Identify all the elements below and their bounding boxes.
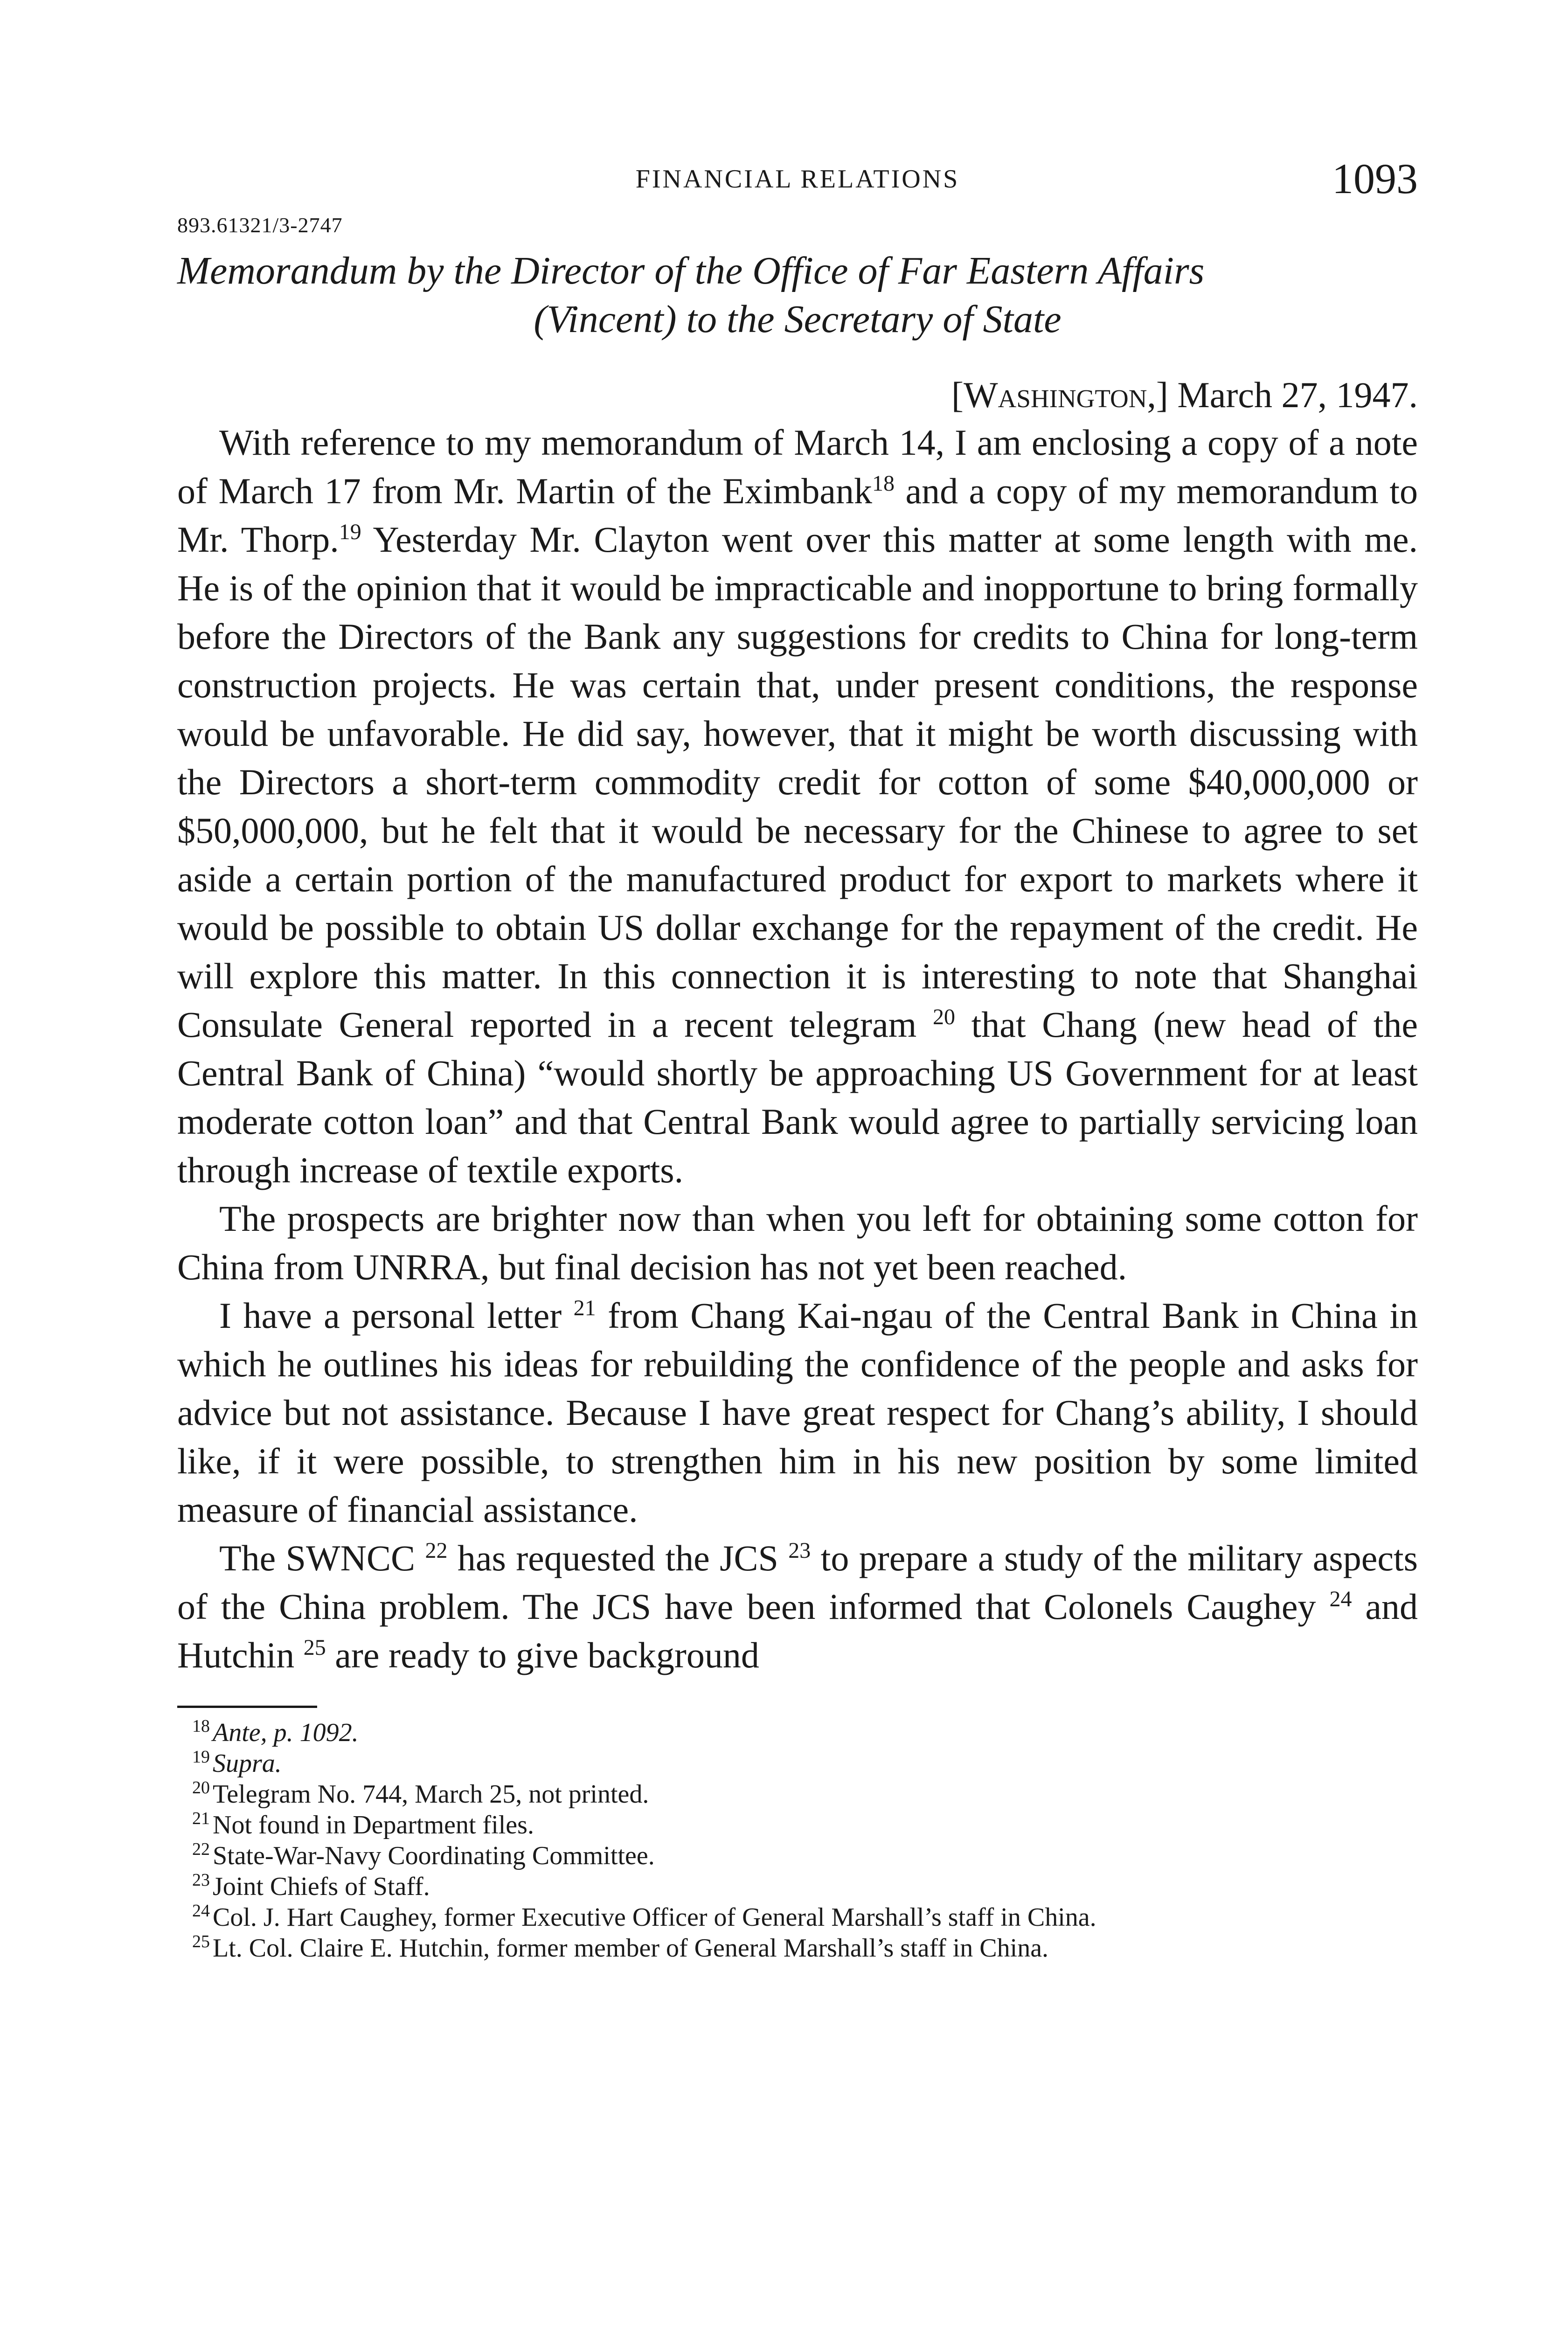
footnote-number: 22	[192, 1839, 210, 1860]
paragraph-1-text-a: With reference to my memorandum of March 14, I am enclosing a copy of a note of March 17 from Mr. Martin of the Eximbank	[177, 422, 1418, 511]
footnotes	[177, 1717, 1418, 1964]
page-number: 1093	[1332, 155, 1418, 202]
dateline-date: March 27, 1947.	[1177, 375, 1418, 415]
footnote-text: Joint Chiefs of Staff.	[213, 1872, 430, 1901]
paragraph-1-text-d: that Chang (new head of the Central Bank of China) “would shortly be approaching US Government for at least moderate cotton loan” and that Central Bank would agree to partially servicing loan through increase of textile exports.	[177, 1004, 1418, 1190]
file-number: 893.61321/3-2747	[177, 213, 343, 237]
footnote-text: Not found in Department files.	[213, 1811, 534, 1839]
footnote-19	[177, 1748, 1418, 1779]
footnote-text: Supra.	[213, 1749, 282, 1778]
paragraph-4-text-d: and Hutchin	[177, 1586, 1418, 1675]
footnote-23	[177, 1871, 1418, 1902]
paragraph-4-text-a: The SWNCC	[219, 1538, 416, 1578]
footnote-text: State-War-Navy Coordinating Committee.	[213, 1841, 655, 1870]
footnote-22	[177, 1840, 1418, 1871]
footnote-text: Ante, p. 1092.	[213, 1718, 359, 1747]
document-title	[177, 247, 1418, 344]
title-line-1: Memorandum by the Director of the Office of Far Eastern Affairs	[177, 249, 1205, 292]
footnote-number: 25	[192, 1932, 210, 1952]
footnote-ref-22: 22	[425, 1538, 448, 1563]
footnote-divider	[177, 1706, 317, 1708]
running-title: FINANCIAL RELATIONS	[635, 165, 960, 194]
footnote-number: 18	[192, 1716, 210, 1736]
footnote-number: 20	[192, 1778, 210, 1798]
footnote-ref-18: 18	[872, 471, 895, 496]
footnote-number: 23	[192, 1870, 210, 1890]
dateline	[177, 372, 1418, 418]
footnote-number: 24	[192, 1901, 210, 1921]
paragraph-4-text-c: to prepare a study of the military aspects of the China problem. The JCS have been informed that Colonels Caughey	[177, 1538, 1418, 1627]
paragraph-4-text-b: has requested the JCS	[457, 1538, 778, 1578]
footnote-text: Telegram No. 744, March 25, not printed.	[213, 1780, 649, 1809]
dateline-place: [Washington,]	[951, 375, 1168, 415]
paragraph-3	[177, 1291, 1418, 1534]
footnote-number: 21	[192, 1809, 210, 1829]
running-header	[177, 154, 1418, 210]
paragraph-4	[177, 1534, 1418, 1680]
footnote-text: Lt. Col. Claire E. Hutchin, former member of General Marshall’s staff in China.	[213, 1934, 1049, 1963]
paragraph-3-text-b: from Chang Kai-ngau of the Central Bank in China in which he outlines his ideas for rebuilding the confidence of the people and asks for advice but not assistance. Because I have great respect for Chang’s ability, I should like, if it were possible, to strengthen him in his new position by some limited measure of financial assistance.	[177, 1295, 1418, 1530]
paragraph-4-text-e: are ready to give background	[335, 1635, 759, 1675]
footnote-ref-20: 20	[932, 1005, 955, 1029]
footnote-ref-21: 21	[573, 1296, 596, 1320]
title-line-2: (Vincent) to the Secretary of State	[534, 298, 1062, 341]
footnote-number: 19	[192, 1747, 210, 1767]
paragraph-1	[177, 418, 1418, 1194]
paragraph-1-text-c: Yesterday Mr. Clayton went over this matter at some length with me. He is of the opinion that it would be impracticable and inopportune to bring formally before the Directors of the Bank any suggestions for credits to China for long-term construction projects. He was certain that, under present conditions, the response would be unfavorable. He did say, however, that it might be worth discussing with the Directors a short-term commodity credit for cotton of some $40,000,000 or $50,000,000, but he felt that it would be necessary for the Chinese to agree to set aside a certain portion of the manufactured product for export to markets where it would be possible to obtain US dollar exchange for the repayment of the credit. He will explore this matter. In this connection it is interesting to note that Shanghai Consulate General reported in a recent telegram	[177, 519, 1418, 1045]
footnote-ref-24: 24	[1329, 1587, 1352, 1611]
paragraph-2: The prospects are brighter now than when you left for obtaining some cotton for China from UNRRA, but final decision has not yet been reached.	[177, 1198, 1418, 1287]
footnote-21	[177, 1810, 1418, 1840]
paragraph-3-text-a: I have a personal letter	[219, 1295, 562, 1336]
footnote-20	[177, 1779, 1418, 1810]
document-page	[177, 154, 1418, 1964]
footnote-text: Col. J. Hart Caughey, former Executive Officer of General Marshall’s staff in China.	[213, 1903, 1096, 1932]
footnote-ref-19: 19	[339, 520, 361, 544]
paragraph-1-text-b: and a copy of my memorandum to Mr. Thorp.	[177, 471, 1418, 560]
footnote-ref-25: 25	[303, 1635, 326, 1660]
footnote-18	[177, 1717, 1418, 1748]
footnote-25	[177, 1933, 1418, 1964]
footnote-24	[177, 1902, 1418, 1933]
footnote-ref-23: 23	[788, 1538, 811, 1563]
